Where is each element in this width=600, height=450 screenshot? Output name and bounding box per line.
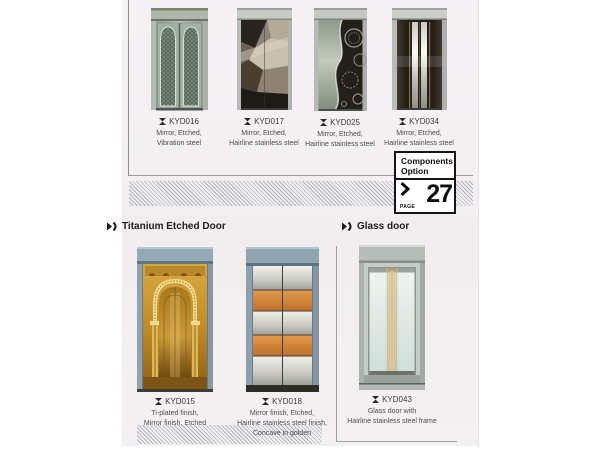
section-title-text: Glass door xyxy=(357,221,410,232)
product-code-row xyxy=(399,117,439,126)
components-option-page-ref xyxy=(396,180,454,212)
door-image-kyd017 xyxy=(237,8,292,112)
page-label: PAGE xyxy=(400,204,415,211)
product-description: Ti-plated finish, Mirror finish, Etched xyxy=(143,410,207,428)
product-code-row xyxy=(155,397,195,406)
product-description: Glass door with Hairline stainless steel frame xyxy=(347,408,437,426)
door-image-kyd034 xyxy=(392,8,447,112)
product-description: Mirror, Etched, Vibration steel xyxy=(156,130,202,148)
product-code: KYD016 xyxy=(169,117,199,126)
brand-logo-icon xyxy=(155,398,162,405)
components-option-box xyxy=(394,151,456,214)
product-card-kyd043 xyxy=(332,245,452,427)
product-description: Mirror, Etched, Hairline stainless steel xyxy=(229,130,299,148)
brand-logo-icon xyxy=(159,118,166,125)
product-card-kyd015 xyxy=(115,247,235,429)
product-code-row xyxy=(262,397,302,406)
product-code: KYD018 xyxy=(272,397,302,406)
section-title-text: Titanium Etched Door xyxy=(122,221,226,232)
door-image-kyd015 xyxy=(137,247,213,392)
arrow-bracket-icon xyxy=(342,222,353,231)
product-code: KYD015 xyxy=(165,397,195,406)
product-code-row xyxy=(244,117,284,126)
door-image-kyd016 xyxy=(151,8,208,112)
product-code-row xyxy=(320,118,360,127)
section-header-glass xyxy=(342,221,409,232)
product-code: KYD025 xyxy=(330,118,360,127)
brand-logo-icon xyxy=(262,398,269,405)
product-code: KYD017 xyxy=(254,117,284,126)
product-description: Mirror, Etched, Hairline stainless steel xyxy=(384,130,454,148)
product-code-row xyxy=(159,117,199,126)
product-description: Mirror finish, Etched, Hairline stainless steel finish, Concave in golden xyxy=(237,410,327,438)
product-card-kyd018 xyxy=(222,247,342,439)
brand-logo-icon xyxy=(372,396,379,403)
right-chevron-icon xyxy=(400,182,410,201)
page-number: 27 xyxy=(426,180,452,209)
components-option-title: Components Option xyxy=(396,153,454,180)
product-code-row xyxy=(372,395,412,404)
brand-logo-icon xyxy=(399,118,406,125)
section-header-titanium xyxy=(107,221,226,232)
brand-logo-icon xyxy=(244,118,251,125)
door-image-kyd018 xyxy=(246,247,319,392)
product-card-kyd016 xyxy=(134,8,224,149)
product-description: Mirror, Etched, Hairline stainless steel xyxy=(305,131,375,149)
product-card-kyd025 xyxy=(295,8,385,150)
product-code: KYD043 xyxy=(382,395,412,404)
brand-logo-icon xyxy=(320,119,327,126)
product-card-kyd034 xyxy=(374,8,464,149)
arrow-bracket-icon xyxy=(107,222,118,231)
door-image-kyd043 xyxy=(359,245,425,390)
door-image-kyd025 xyxy=(314,8,367,113)
product-code: KYD034 xyxy=(409,117,439,126)
